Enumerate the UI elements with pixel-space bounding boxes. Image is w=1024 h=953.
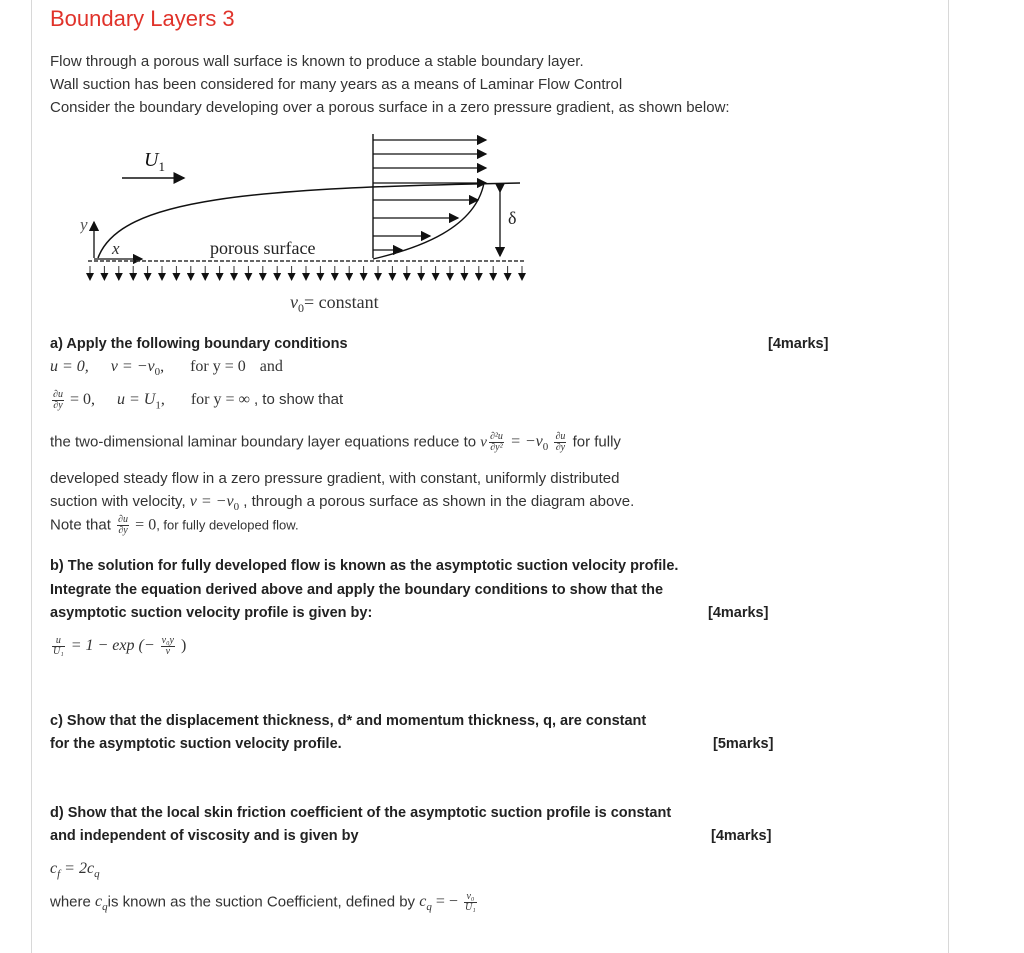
suction-label: $v_0=$ constant bbox=[290, 292, 379, 315]
freestream-label: $U_1$ bbox=[144, 149, 165, 174]
part-c-line-1: c) Show that the displacement thickness, d* and momentum thickness, q, are constant bbox=[50, 713, 647, 729]
boundary-condition-1: u = 0, $\nu = -\nu_0$, for y = 0 and bbox=[50, 358, 283, 379]
intro-line-1: Flow through a porous wall surface is known to produce a stable boundary layer. bbox=[50, 53, 584, 70]
part-b-line-2: Integrate the equation derived above and apply the boundary conditions to show that the bbox=[50, 582, 664, 598]
boundary-condition-2: $\frac{\partial u}{\partial y}$ = 0, $u = U_1$, for y = ∞ , to show that bbox=[53, 389, 344, 412]
part-d-line-2: and independent of viscosity and is given by bbox=[50, 828, 359, 844]
thickness-label: δ bbox=[508, 208, 517, 228]
part-c-marks: [5marks] bbox=[713, 736, 774, 752]
intro-line-3: Consider the boundary developing over a porous surface in a zero pressure gradient, as shown below: bbox=[50, 99, 730, 116]
part-a-note: Note that $\frac{\partial u}{\partial y}$ = 0, for fully developed flow. bbox=[50, 514, 299, 536]
part-d-marks: [4marks] bbox=[711, 828, 772, 844]
x-axis-label: x bbox=[112, 239, 120, 258]
part-d-line-1: d) Show that the local skin friction coefficient of the asymptotic suction profile is constant bbox=[50, 805, 672, 821]
part-c-line-2: for the asymptotic suction velocity profile. bbox=[50, 736, 342, 752]
part-b-line-3: asymptotic suction velocity profile is given by: bbox=[50, 605, 373, 621]
asymptotic-profile-equation: $\frac{u}{\text{U₁}}$ = 1 − exp (− $\frac{\text{ν₀y}}{\nu}$ ) bbox=[53, 635, 187, 657]
intro-line-2: Wall suction has been considered for many years as a means of Laminar Flow Control bbox=[50, 76, 623, 93]
part-b-line-1: b) The solution for fully developed flow is known as the asymptotic suction velocity profile. bbox=[50, 558, 679, 574]
page-title: Boundary Layers 3 bbox=[50, 6, 235, 31]
velocity-profile-arrows bbox=[373, 140, 486, 250]
surface-label: porous surface bbox=[210, 238, 316, 258]
reduced-equation-line: the two-dimensional laminar boundary layer equations reduce to ν $\frac{\text{∂²u}}{\text{∂y²}}$ = $-\nu_0$ $\frac{\partial u}{\partial y}$ for fully bbox=[50, 431, 621, 454]
intro-text bbox=[50, 50, 730, 119]
part-a-line-3: suction with velocity, $\nu = -\nu_0$ , through a porous surface as shown in the diagram above. bbox=[50, 493, 635, 514]
part-a-marks: [4marks] bbox=[768, 336, 829, 352]
boundary-layer-diagram bbox=[80, 128, 570, 328]
part-b-marks: [4marks] bbox=[708, 605, 769, 621]
suction-coefficient-definition: where $c_qis$ known as the suction Coefficient, defined by $c_q$ = − $\frac{\text{ν₀}}{\text{U₁}}$ bbox=[50, 891, 476, 914]
part-a-heading: a) Apply the following boundary conditions bbox=[50, 336, 348, 352]
y-axis-label: y bbox=[80, 215, 88, 234]
velocity-profile-curve bbox=[373, 183, 484, 259]
part-a-line-2: developed steady flow in a zero pressure gradient, with constant, uniformly distributed bbox=[50, 470, 620, 487]
suction-arrows bbox=[90, 266, 522, 280]
skin-friction-equation: $c_f = 2c_q$ bbox=[50, 860, 100, 881]
